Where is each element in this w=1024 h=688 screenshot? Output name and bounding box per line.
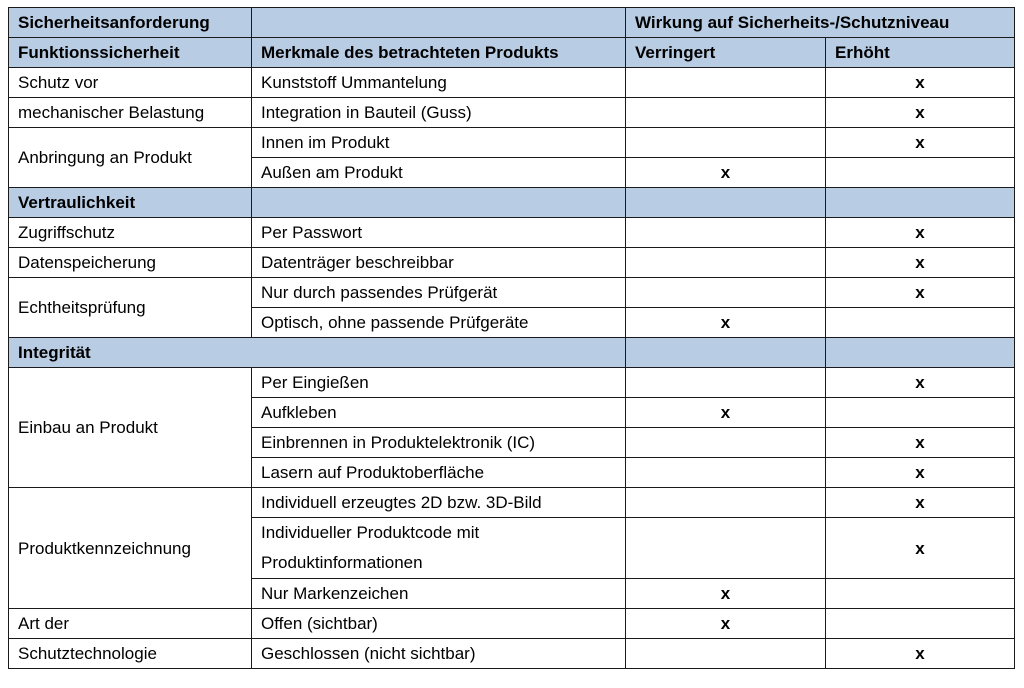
decreased-mark: [626, 458, 826, 488]
table-row: [9, 218, 1015, 248]
decreased-mark: [626, 639, 826, 669]
decreased-mark: [626, 488, 826, 518]
decreased-mark: x: [626, 158, 826, 188]
decreased-mark: [626, 428, 826, 458]
decreased-mark: [626, 98, 826, 128]
decreased-mark: x: [626, 308, 826, 338]
increased-mark: x: [826, 639, 1015, 669]
requirement-cell: Schutztechnologie: [9, 639, 252, 669]
section-empty: [826, 338, 1015, 368]
feature-cell: Außen am Produkt: [252, 158, 626, 188]
feature-cell: Kunststoff Ummantelung: [252, 68, 626, 98]
section-empty: [626, 188, 826, 218]
increased-mark: x: [826, 218, 1015, 248]
feature-cell: Nur durch passendes Prüfgerät: [252, 278, 626, 308]
requirement-cell: Schutz vor: [9, 68, 252, 98]
decreased-mark: x: [626, 579, 826, 609]
column-header-increased: Erhöht: [826, 38, 1015, 68]
feature-cell: Offen (sichtbar): [252, 609, 626, 639]
increased-mark: x: [826, 488, 1015, 518]
increased-mark: x: [826, 128, 1015, 158]
table-row: [9, 609, 1015, 639]
table-row: [9, 368, 1015, 398]
decreased-mark: [626, 518, 826, 579]
section-empty: [626, 338, 826, 368]
section-empty: [826, 188, 1015, 218]
increased-mark: x: [826, 368, 1015, 398]
feature-cell: Individuell erzeugtes 2D bzw. 3D-Bild: [252, 488, 626, 518]
header-empty: [252, 8, 626, 38]
table-row: [9, 248, 1015, 278]
increased-mark: x: [826, 428, 1015, 458]
feature-cell: Datenträger beschreibbar: [252, 248, 626, 278]
requirement-cell: Anbringung an Produkt: [9, 128, 252, 188]
section-header-row: [9, 38, 1015, 68]
decreased-mark: [626, 368, 826, 398]
requirement-cell: Produktkennzeichnung: [9, 488, 252, 609]
increased-mark: [826, 308, 1015, 338]
feature-cell: Geschlossen (nicht sichtbar): [252, 639, 626, 669]
increased-mark: x: [826, 518, 1015, 579]
increased-mark: x: [826, 278, 1015, 308]
feature-cell: Nur Markenzeichen: [252, 579, 626, 609]
requirement-cell: mechanischer Belastung: [9, 98, 252, 128]
increased-mark: [826, 609, 1015, 639]
requirement-cell: Echtheitsprüfung: [9, 278, 252, 338]
section-header-row: [9, 338, 1015, 368]
decreased-mark: [626, 128, 826, 158]
section-empty: [252, 188, 626, 218]
requirements-table: [8, 7, 1015, 669]
feature-cell: Innen im Produkt: [252, 128, 626, 158]
table-row: [9, 278, 1015, 308]
table-row: [9, 488, 1015, 518]
increased-mark: x: [826, 98, 1015, 128]
decreased-mark: x: [626, 609, 826, 639]
increased-mark: x: [826, 458, 1015, 488]
feature-cell: Aufkleben: [252, 398, 626, 428]
increased-mark: x: [826, 68, 1015, 98]
requirement-cell: Einbau an Produkt: [9, 368, 252, 488]
decreased-mark: [626, 278, 826, 308]
requirement-cell: Datenspeicherung: [9, 248, 252, 278]
feature-cell: Individueller Produktcode mit Produktinformationen: [252, 518, 626, 579]
increased-mark: [826, 158, 1015, 188]
decreased-mark: [626, 248, 826, 278]
increased-mark: [826, 398, 1015, 428]
column-header-features: Merkmale des betrachteten Produkts: [252, 38, 626, 68]
section-title: Vertraulichkeit: [9, 188, 252, 218]
column-header-decreased: Verringert: [626, 38, 826, 68]
feature-cell: Einbrennen in Produktelektronik (IC): [252, 428, 626, 458]
header-effect: Wirkung auf Sicherheits-/Schutzniveau: [626, 8, 1015, 38]
feature-cell: Integration in Bauteil (Guss): [252, 98, 626, 128]
increased-mark: x: [826, 248, 1015, 278]
requirement-cell: Zugriffschutz: [9, 218, 252, 248]
feature-cell: Per Passwort: [252, 218, 626, 248]
table-row: [9, 639, 1015, 669]
header-requirement: Sicherheitsanforderung: [9, 8, 252, 38]
feature-cell: Optisch, ohne passende Prüfgeräte: [252, 308, 626, 338]
decreased-mark: x: [626, 398, 826, 428]
table-row: [9, 68, 1015, 98]
table-row: [9, 128, 1015, 158]
requirement-cell: Art der: [9, 609, 252, 639]
decreased-mark: [626, 218, 826, 248]
table-row: [9, 98, 1015, 128]
section-title: Integrität: [9, 338, 626, 368]
feature-cell: Per Eingießen: [252, 368, 626, 398]
increased-mark: [826, 579, 1015, 609]
table-header-row: [9, 8, 1015, 38]
decreased-mark: [626, 68, 826, 98]
section-title: Funktionssicherheit: [9, 38, 252, 68]
feature-cell: Lasern auf Produktoberfläche: [252, 458, 626, 488]
section-header-row: [9, 188, 1015, 218]
